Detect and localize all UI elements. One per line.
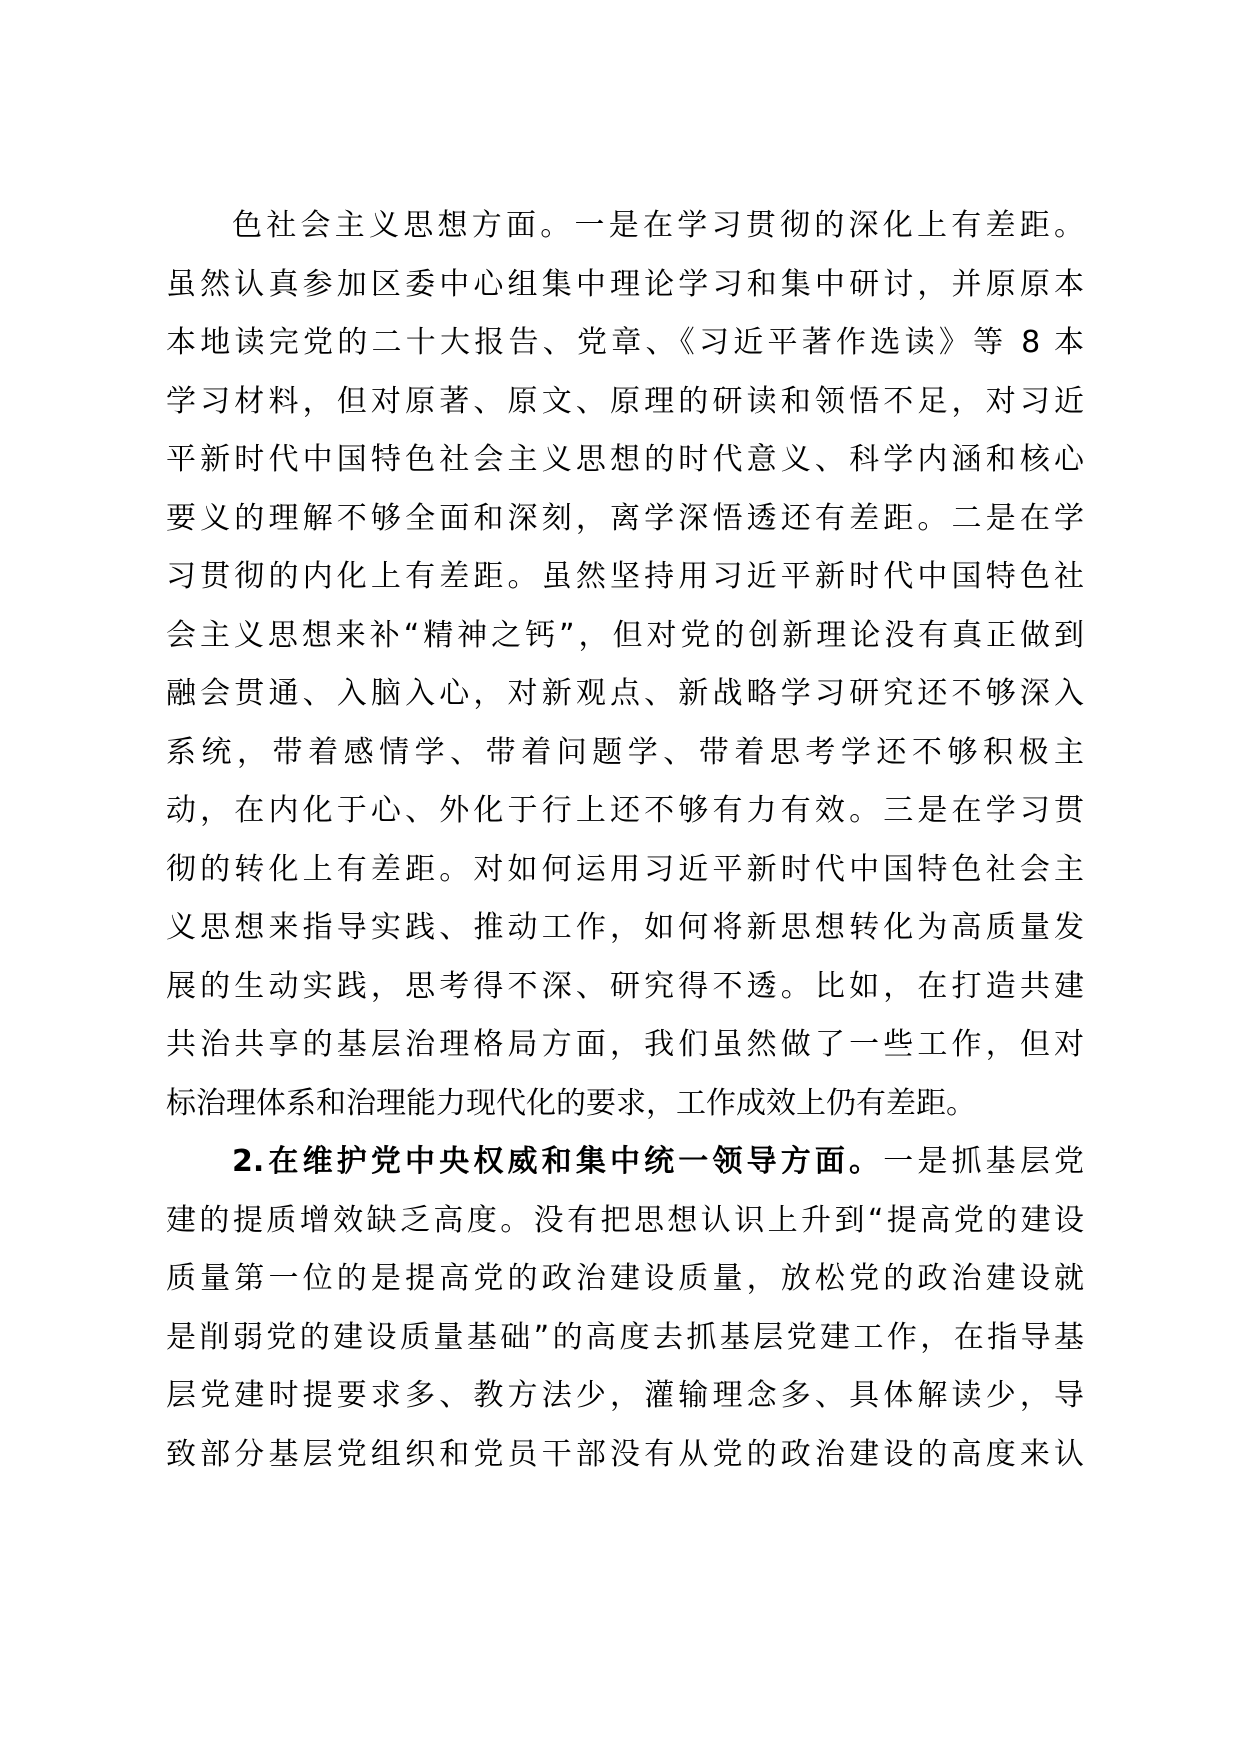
paragraph-line: 彻的转化上有差距。对如何运用习近平新时代中国特色社会主 [166, 851, 1084, 887]
paragraph-line: 融会贯通、入脑入心，对新观点、新战略学习研究还不够深入 [166, 676, 1084, 711]
paragraph-line: 致部分基层党组织和党员干部没有从党的政治建设的高度来认 [166, 1436, 1084, 1472]
paragraph-line: 展的生动实践，思考得不深、研究得不透。比如，在打造共建 [166, 968, 1084, 1004]
paragraph-line: 系统，带着感情学、带着问题学、带着思考学还不够积极主 [166, 734, 1084, 770]
paragraph-line: 会主义思想来补“精神之钙”，但对党的创新理论没有真正做到 [166, 617, 1084, 653]
paragraph-line: 共治共享的基层治理格局方面，我们虽然做了一些工作，但对 [166, 1027, 1084, 1062]
paragraph-line: 本地读完党的二十大报告、党章、《习近平著作选读》等 8 本 [166, 325, 1084, 360]
paragraph-line: 建的提质增效缺乏高度。没有把思想认识上升到“提高党的建设 [166, 1202, 1084, 1238]
section-2-first-line [166, 1133, 1084, 1192]
paragraph-line: 质量第一位的是提高党的政治建设质量，放松党的政治建设就 [166, 1261, 1084, 1296]
paragraph-line: 习贯彻的内化上有差距。虽然坚持用习近平新时代中国特色社 [166, 559, 1084, 594]
paragraph-line: 平新时代中国特色社会主义思想的时代意义、科学内涵和核心 [166, 442, 1084, 477]
paragraph-line: 义思想来指导实践、推动工作，如何将新思想转化为高质量发 [166, 910, 1084, 945]
paragraph-line: 动，在内化于心、外化于行上还不够有力有效。三是在学习贯 [166, 793, 1084, 828]
paragraph-line: 层党建时提要求多、教方法少，灌输理念多、具体解读少，导 [166, 1378, 1084, 1413]
paragraph-line: 是削弱党的建设质量基础”的高度去抓基层党建工作，在指导基 [166, 1319, 1084, 1355]
paragraph-line: 要义的理解不够全面和深刻，离学深悟透还有差距。二是在学 [166, 500, 1084, 536]
document-body [166, 197, 1084, 1484]
paragraph-line: 学习材料，但对原著、原文、原理的研读和领悟不足，对习近 [166, 383, 1084, 419]
paragraph-line: 色社会主义思想方面。一是在学习贯彻的深化上有差距。 [232, 208, 1084, 243]
section-text: 一是抓基层党 [883, 1144, 1084, 1179]
paragraph-line: 虽然认真参加区委中心组集中理论学习和集中研讨，并原原本 [166, 266, 1084, 302]
paragraph-line: 标治理体系和治理能力现代化的要求，工作成效上仍有差距。 [166, 1085, 976, 1121]
section-heading: 2.在维护党中央权威和集中统一领导方面。 [232, 1144, 884, 1179]
